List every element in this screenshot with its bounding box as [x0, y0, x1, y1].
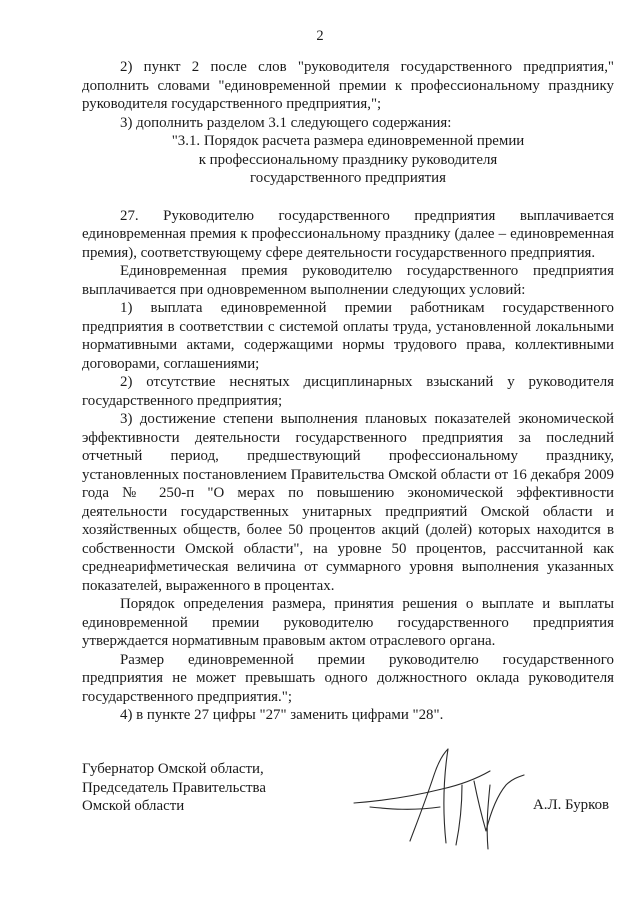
condition-1: 1) выплата единовременной премии работникам государственного предприятия в соответствии с системой оплаты труда, установленной локальными нормативными актами, содержащими нормы трудового права, коллективными договорами, соглашениями;: [82, 300, 614, 372]
section-heading-line-2: к профессиональному празднику руководителя: [198, 151, 498, 168]
bonus-limit-paragraph: Размер единовременной премии руководителю государственного предприятия не может превышать одного должностного оклада руководителя государственного предприятия.";: [82, 651, 614, 705]
signature-stroke: [444, 749, 448, 843]
conditions-intro: Единовременная премия руководителю государственного предприятия выплачивается при одновременном выполнении следующих условий:: [82, 263, 614, 298]
procedure-paragraph: Порядок определения размера, принятия решения о выплате и выплаты единовременной премии руководителю государственного предприятия утверждается нормативным правовым актом отраслевого органа.: [82, 596, 614, 649]
amendment-item-4: 4) в пункте 27 цифры "27" заменить цифрами "28".: [120, 707, 444, 723]
signature-stroke: [456, 785, 462, 845]
signatory-title: [82, 760, 266, 816]
signature-stroke: [354, 771, 490, 803]
signatory-title-line-3: Омской области: [82, 798, 185, 814]
condition-2: 2) отсутствие неснятых дисциплинарных взысканий у руководителя государственного предприятия;: [82, 374, 614, 409]
signature-stroke: [370, 807, 440, 809]
condition-3: 3) достижение степени выполнения плановых показателей экономической эффективности деятельности государственного предприятия за последний отчетный период, предшествующий профессиональному празднику, установленных постановлением Правительства Омской области от 16 декабря 2009 года № 250-п "О мерах по повышению экономической эффективности деятельности государственных унитарных предприятий Омской области и хозяйственных обществ, более 50 процентов акций (долей) которых находится в собственности Омской области", на уровне 50 процентов, рассчитанной как среднеарифметическая величина от суммарного уровня выполнения указанных показателей, выраженного в процентах.: [82, 411, 614, 594]
signatory-title-line-2: Председатель Правительства: [82, 779, 266, 796]
signatory-title-line-1: Губернатор Омской области,: [82, 761, 264, 777]
signatory-name: А.Л. Бурков: [533, 797, 610, 813]
spacer: [82, 188, 614, 207]
clause-27: 27. Руководителю государственного предприятия выплачивается единовременная премия к профессиональному празднику (далее – единовременная премия), соответствующему сфере деятельности государственного предприятия.: [82, 207, 614, 261]
page-number: 2: [316, 28, 324, 44]
amendment-item-2: 2) пункт 2 после слов "руководителя государственного предприятия," дополнить словами "единовременной премии к профессиональному празднику руководителя государственного предприятия,";: [82, 59, 614, 112]
document-body: [82, 58, 614, 725]
amendment-item-3: 3) дополнить разделом 3.1 следующего содержания:: [120, 114, 452, 131]
section-heading-line-1: "3.1. Порядок расчета размера единовременной премии: [171, 133, 525, 149]
section-heading-line-3: государственного предприятия: [249, 170, 447, 186]
handwritten-signature: [350, 745, 530, 855]
signature-stroke: [474, 775, 524, 831]
